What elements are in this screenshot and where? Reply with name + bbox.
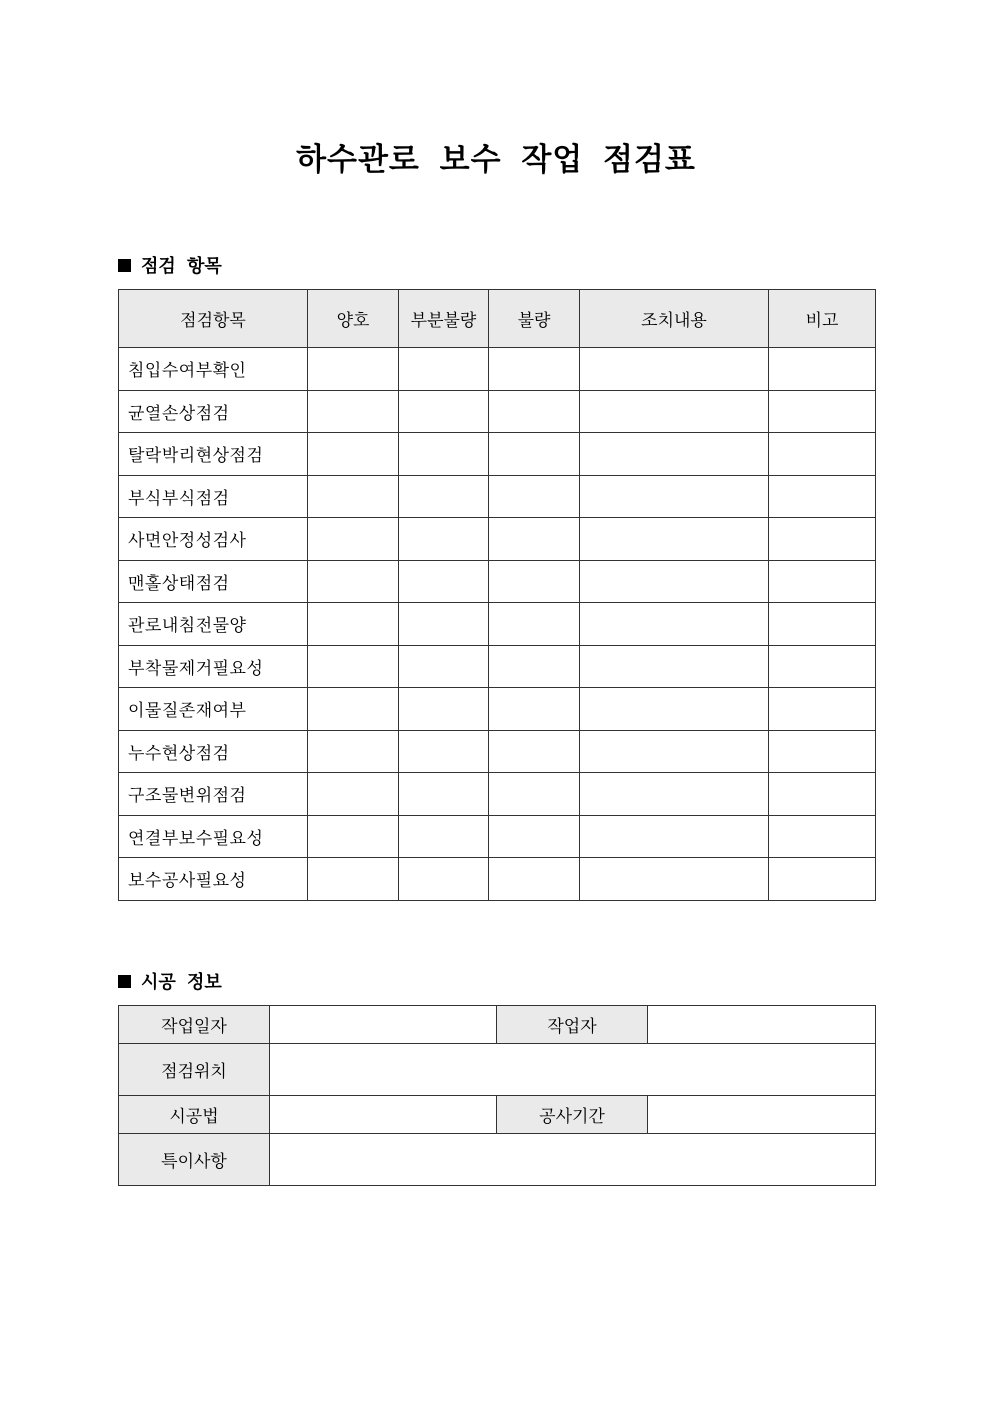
action-cell[interactable] (580, 475, 769, 518)
note-cell[interactable] (769, 390, 876, 433)
note-cell[interactable] (769, 475, 876, 518)
table-row (119, 688, 876, 731)
action-cell[interactable] (580, 688, 769, 731)
inspection-heading-label: 점검 항목 (141, 256, 222, 277)
inspection-item-label: 누수현상점검 (119, 730, 308, 773)
period-field[interactable] (648, 1096, 876, 1134)
good-cell[interactable] (308, 390, 399, 433)
location-field[interactable] (270, 1044, 876, 1096)
inspection-item-label: 보수공사필요성 (119, 858, 308, 901)
good-cell[interactable] (308, 560, 399, 603)
column-header-note: 비고 (769, 290, 876, 348)
partial-defect-cell[interactable] (399, 815, 489, 858)
inspection-item-label: 연결부보수필요성 (119, 815, 308, 858)
good-cell[interactable] (308, 645, 399, 688)
document-title: 하수관로 보수 작업 점검표 (296, 142, 696, 178)
inspection-header-row (119, 290, 876, 348)
period-label: 공사기간 (497, 1096, 648, 1134)
note-cell[interactable] (769, 815, 876, 858)
action-cell[interactable] (580, 560, 769, 603)
construction-row (119, 1134, 876, 1186)
column-header-good: 양호 (308, 290, 399, 348)
note-cell[interactable] (769, 730, 876, 773)
table-row (119, 815, 876, 858)
defect-cell[interactable] (489, 730, 580, 773)
action-cell[interactable] (580, 433, 769, 476)
table-row (119, 433, 876, 476)
column-header-action: 조치내용 (580, 290, 769, 348)
good-cell[interactable] (308, 858, 399, 901)
defect-cell[interactable] (489, 518, 580, 561)
note-cell[interactable] (769, 603, 876, 646)
partial-defect-cell[interactable] (399, 518, 489, 561)
inspection-body (119, 348, 876, 901)
defect-cell[interactable] (489, 815, 580, 858)
defect-cell[interactable] (489, 603, 580, 646)
table-row (119, 348, 876, 391)
partial-defect-cell[interactable] (399, 603, 489, 646)
action-cell[interactable] (580, 390, 769, 433)
work-date-label: 작업일자 (119, 1006, 270, 1044)
remarks-field[interactable] (270, 1134, 876, 1186)
construction-table (118, 1005, 876, 1186)
defect-cell[interactable] (489, 433, 580, 476)
table-row (119, 645, 876, 688)
action-cell[interactable] (580, 773, 769, 816)
column-header-partial-defect: 부분불량 (399, 290, 489, 348)
inspection-table (118, 289, 876, 901)
good-cell[interactable] (308, 730, 399, 773)
construction-section-heading (118, 968, 222, 994)
table-row (119, 518, 876, 561)
defect-cell[interactable] (489, 560, 580, 603)
work-date-field[interactable] (270, 1006, 497, 1044)
partial-defect-cell[interactable] (399, 348, 489, 391)
good-cell[interactable] (308, 773, 399, 816)
table-row (119, 858, 876, 901)
good-cell[interactable] (308, 475, 399, 518)
good-cell[interactable] (308, 688, 399, 731)
action-cell[interactable] (580, 348, 769, 391)
location-label: 점검위치 (119, 1044, 270, 1096)
inspection-item-label: 맨홀상태점검 (119, 560, 308, 603)
defect-cell[interactable] (489, 390, 580, 433)
action-cell[interactable] (580, 518, 769, 561)
construction-row (119, 1096, 876, 1134)
note-cell[interactable] (769, 773, 876, 816)
defect-cell[interactable] (489, 858, 580, 901)
construction-row (119, 1006, 876, 1044)
square-bullet-icon (118, 975, 131, 988)
partial-defect-cell[interactable] (399, 433, 489, 476)
inspection-section-heading (118, 252, 222, 278)
worker-field[interactable] (648, 1006, 876, 1044)
defect-cell[interactable] (489, 688, 580, 731)
note-cell[interactable] (769, 348, 876, 391)
inspection-item-label: 침입수여부확인 (119, 348, 308, 391)
action-cell[interactable] (580, 858, 769, 901)
table-row (119, 560, 876, 603)
partial-defect-cell[interactable] (399, 688, 489, 731)
action-cell[interactable] (580, 645, 769, 688)
table-row (119, 773, 876, 816)
remarks-label: 특이사항 (119, 1134, 270, 1186)
partial-defect-cell[interactable] (399, 475, 489, 518)
partial-defect-cell[interactable] (399, 773, 489, 816)
partial-defect-cell[interactable] (399, 390, 489, 433)
defect-cell[interactable] (489, 645, 580, 688)
note-cell[interactable] (769, 433, 876, 476)
action-cell[interactable] (580, 815, 769, 858)
defect-cell[interactable] (489, 773, 580, 816)
good-cell[interactable] (308, 815, 399, 858)
inspection-item-label: 탈락박리현상점검 (119, 433, 308, 476)
worker-label: 작업자 (497, 1006, 648, 1044)
good-cell[interactable] (308, 348, 399, 391)
column-header-item: 점검항목 (119, 290, 308, 348)
action-cell[interactable] (580, 603, 769, 646)
good-cell[interactable] (308, 603, 399, 646)
table-row (119, 390, 876, 433)
inspection-item-label: 이물질존재여부 (119, 688, 308, 731)
table-row (119, 475, 876, 518)
note-cell[interactable] (769, 645, 876, 688)
note-cell[interactable] (769, 688, 876, 731)
column-header-defect: 불량 (489, 290, 580, 348)
defect-cell[interactable] (489, 348, 580, 391)
note-cell[interactable] (769, 858, 876, 901)
good-cell[interactable] (308, 518, 399, 561)
note-cell[interactable] (769, 518, 876, 561)
inspection-item-label: 구조물변위점검 (119, 773, 308, 816)
partial-defect-cell[interactable] (399, 645, 489, 688)
defect-cell[interactable] (489, 475, 580, 518)
construction-heading-label: 시공 정보 (141, 972, 222, 993)
partial-defect-cell[interactable] (399, 858, 489, 901)
inspection-item-label: 사면안정성검사 (119, 518, 308, 561)
construction-row (119, 1044, 876, 1096)
action-cell[interactable] (580, 730, 769, 773)
table-row (119, 603, 876, 646)
method-label: 시공법 (119, 1096, 270, 1134)
method-field[interactable] (270, 1096, 497, 1134)
inspection-item-label: 균열손상점검 (119, 390, 308, 433)
partial-defect-cell[interactable] (399, 560, 489, 603)
inspection-item-label: 부식부식점검 (119, 475, 308, 518)
partial-defect-cell[interactable] (399, 730, 489, 773)
note-cell[interactable] (769, 560, 876, 603)
square-bullet-icon (118, 259, 131, 272)
inspection-item-label: 관로내침전물양 (119, 603, 308, 646)
good-cell[interactable] (308, 433, 399, 476)
table-row (119, 730, 876, 773)
inspection-item-label: 부착물제거필요성 (119, 645, 308, 688)
